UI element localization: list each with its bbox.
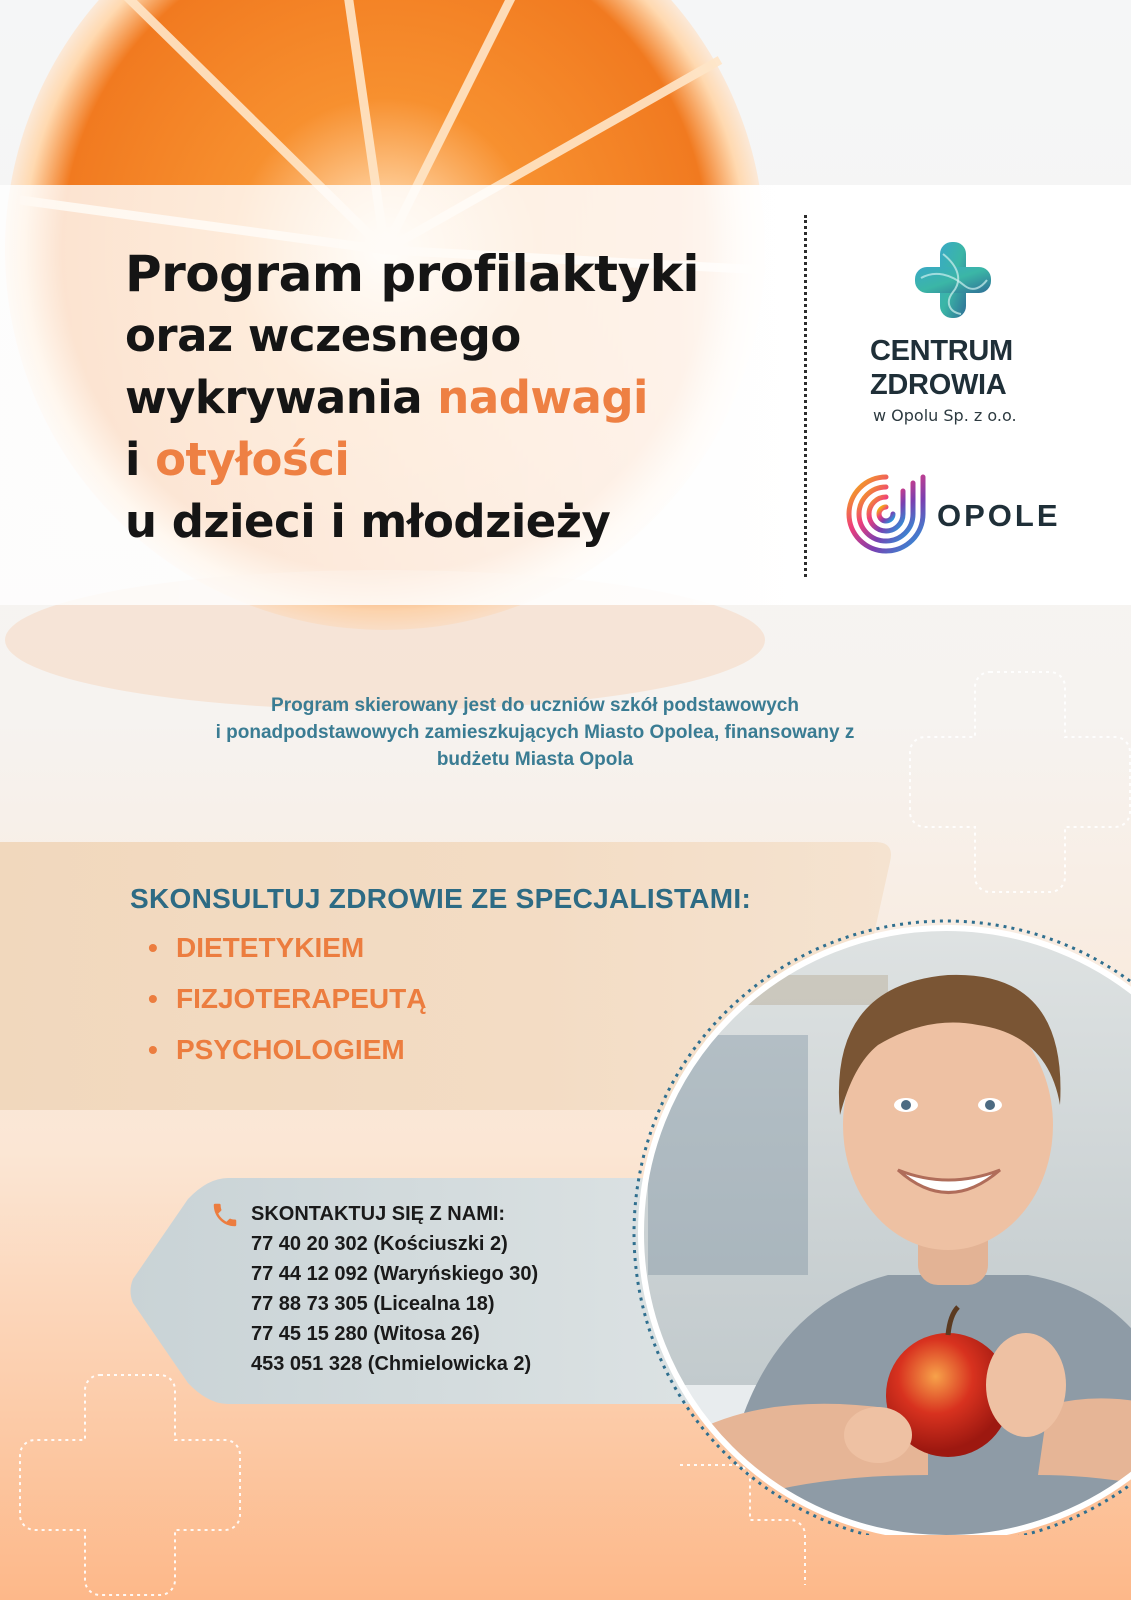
medical-cross-logo-icon: [913, 240, 993, 320]
centrum-name-line1: CENTRUM: [870, 335, 1013, 367]
opole-wordmark: OPOLE: [937, 498, 1061, 533]
contact-line-licealna: 77 88 73 305 (Licealna 18): [251, 1293, 495, 1315]
title-highlight-overweight: nadwagi: [437, 371, 648, 424]
bullet: •: [148, 1034, 158, 1065]
specialist-label: FIZJOTERAPEUTĄ: [176, 983, 427, 1014]
poster-title: [125, 243, 785, 553]
intro-line-3: budżetu Miasta Opola: [436, 749, 634, 770]
title-highlight-obesity: otyłości: [155, 433, 350, 486]
phone-icon: [210, 1200, 240, 1230]
specialist-physiotherapist: [148, 983, 426, 1015]
specialist-dietitian: [148, 932, 364, 964]
title-line-4-prefix: i: [125, 433, 156, 486]
title-line-2: oraz wczesnego: [125, 309, 521, 362]
bullet: •: [148, 932, 158, 963]
header-divider: [804, 215, 807, 577]
centrum-subtitle: w Opolu Sp. z o.o.: [873, 406, 1017, 425]
intro-line-2: i ponadpodstawowych zamieszkujących Miasto Opolea, finansowany z: [215, 722, 855, 743]
contact-line-kosciuszki: 77 40 20 302 (Kościuszki 2): [251, 1233, 508, 1255]
title-line-1: Program profilaktyki: [125, 245, 700, 303]
boy-with-apple-photo: [628, 915, 1131, 1535]
title-line-4: [125, 429, 785, 491]
intro-line-1: Program skierowany jest do uczniów szkół podstawowych: [271, 695, 799, 716]
title-line-3-prefix: wykrywania: [125, 371, 438, 424]
contact-heading: SKONTAKTUJ SIĘ Z NAMI:: [251, 1203, 506, 1225]
bullet: •: [148, 983, 158, 1014]
contact-line-warynskiego: 77 44 12 092 (Waryńskiego 30): [251, 1263, 539, 1285]
opole-concentric-logo-icon: [845, 473, 927, 555]
title-line-3: [125, 367, 785, 429]
contact-line-witosa: 77 45 15 280 (Witosa 26): [251, 1323, 480, 1345]
specialist-label: PSYCHOLOGIEM: [176, 1034, 405, 1065]
program-description: [130, 692, 940, 773]
centrum-name-line2: ZDROWIA: [870, 369, 1007, 401]
contact-line-chmielowicka: 453 051 328 (Chmielowicka 2): [251, 1353, 532, 1375]
specialist-psychologist: [148, 1034, 405, 1066]
specialist-label: DIETETYKIEM: [176, 932, 365, 963]
consult-heading: SKONSULTUJ ZDROWIE ZE SPECJALISTAMI:: [130, 883, 752, 914]
title-line-5: u dzieci i młodzieży: [125, 495, 611, 548]
